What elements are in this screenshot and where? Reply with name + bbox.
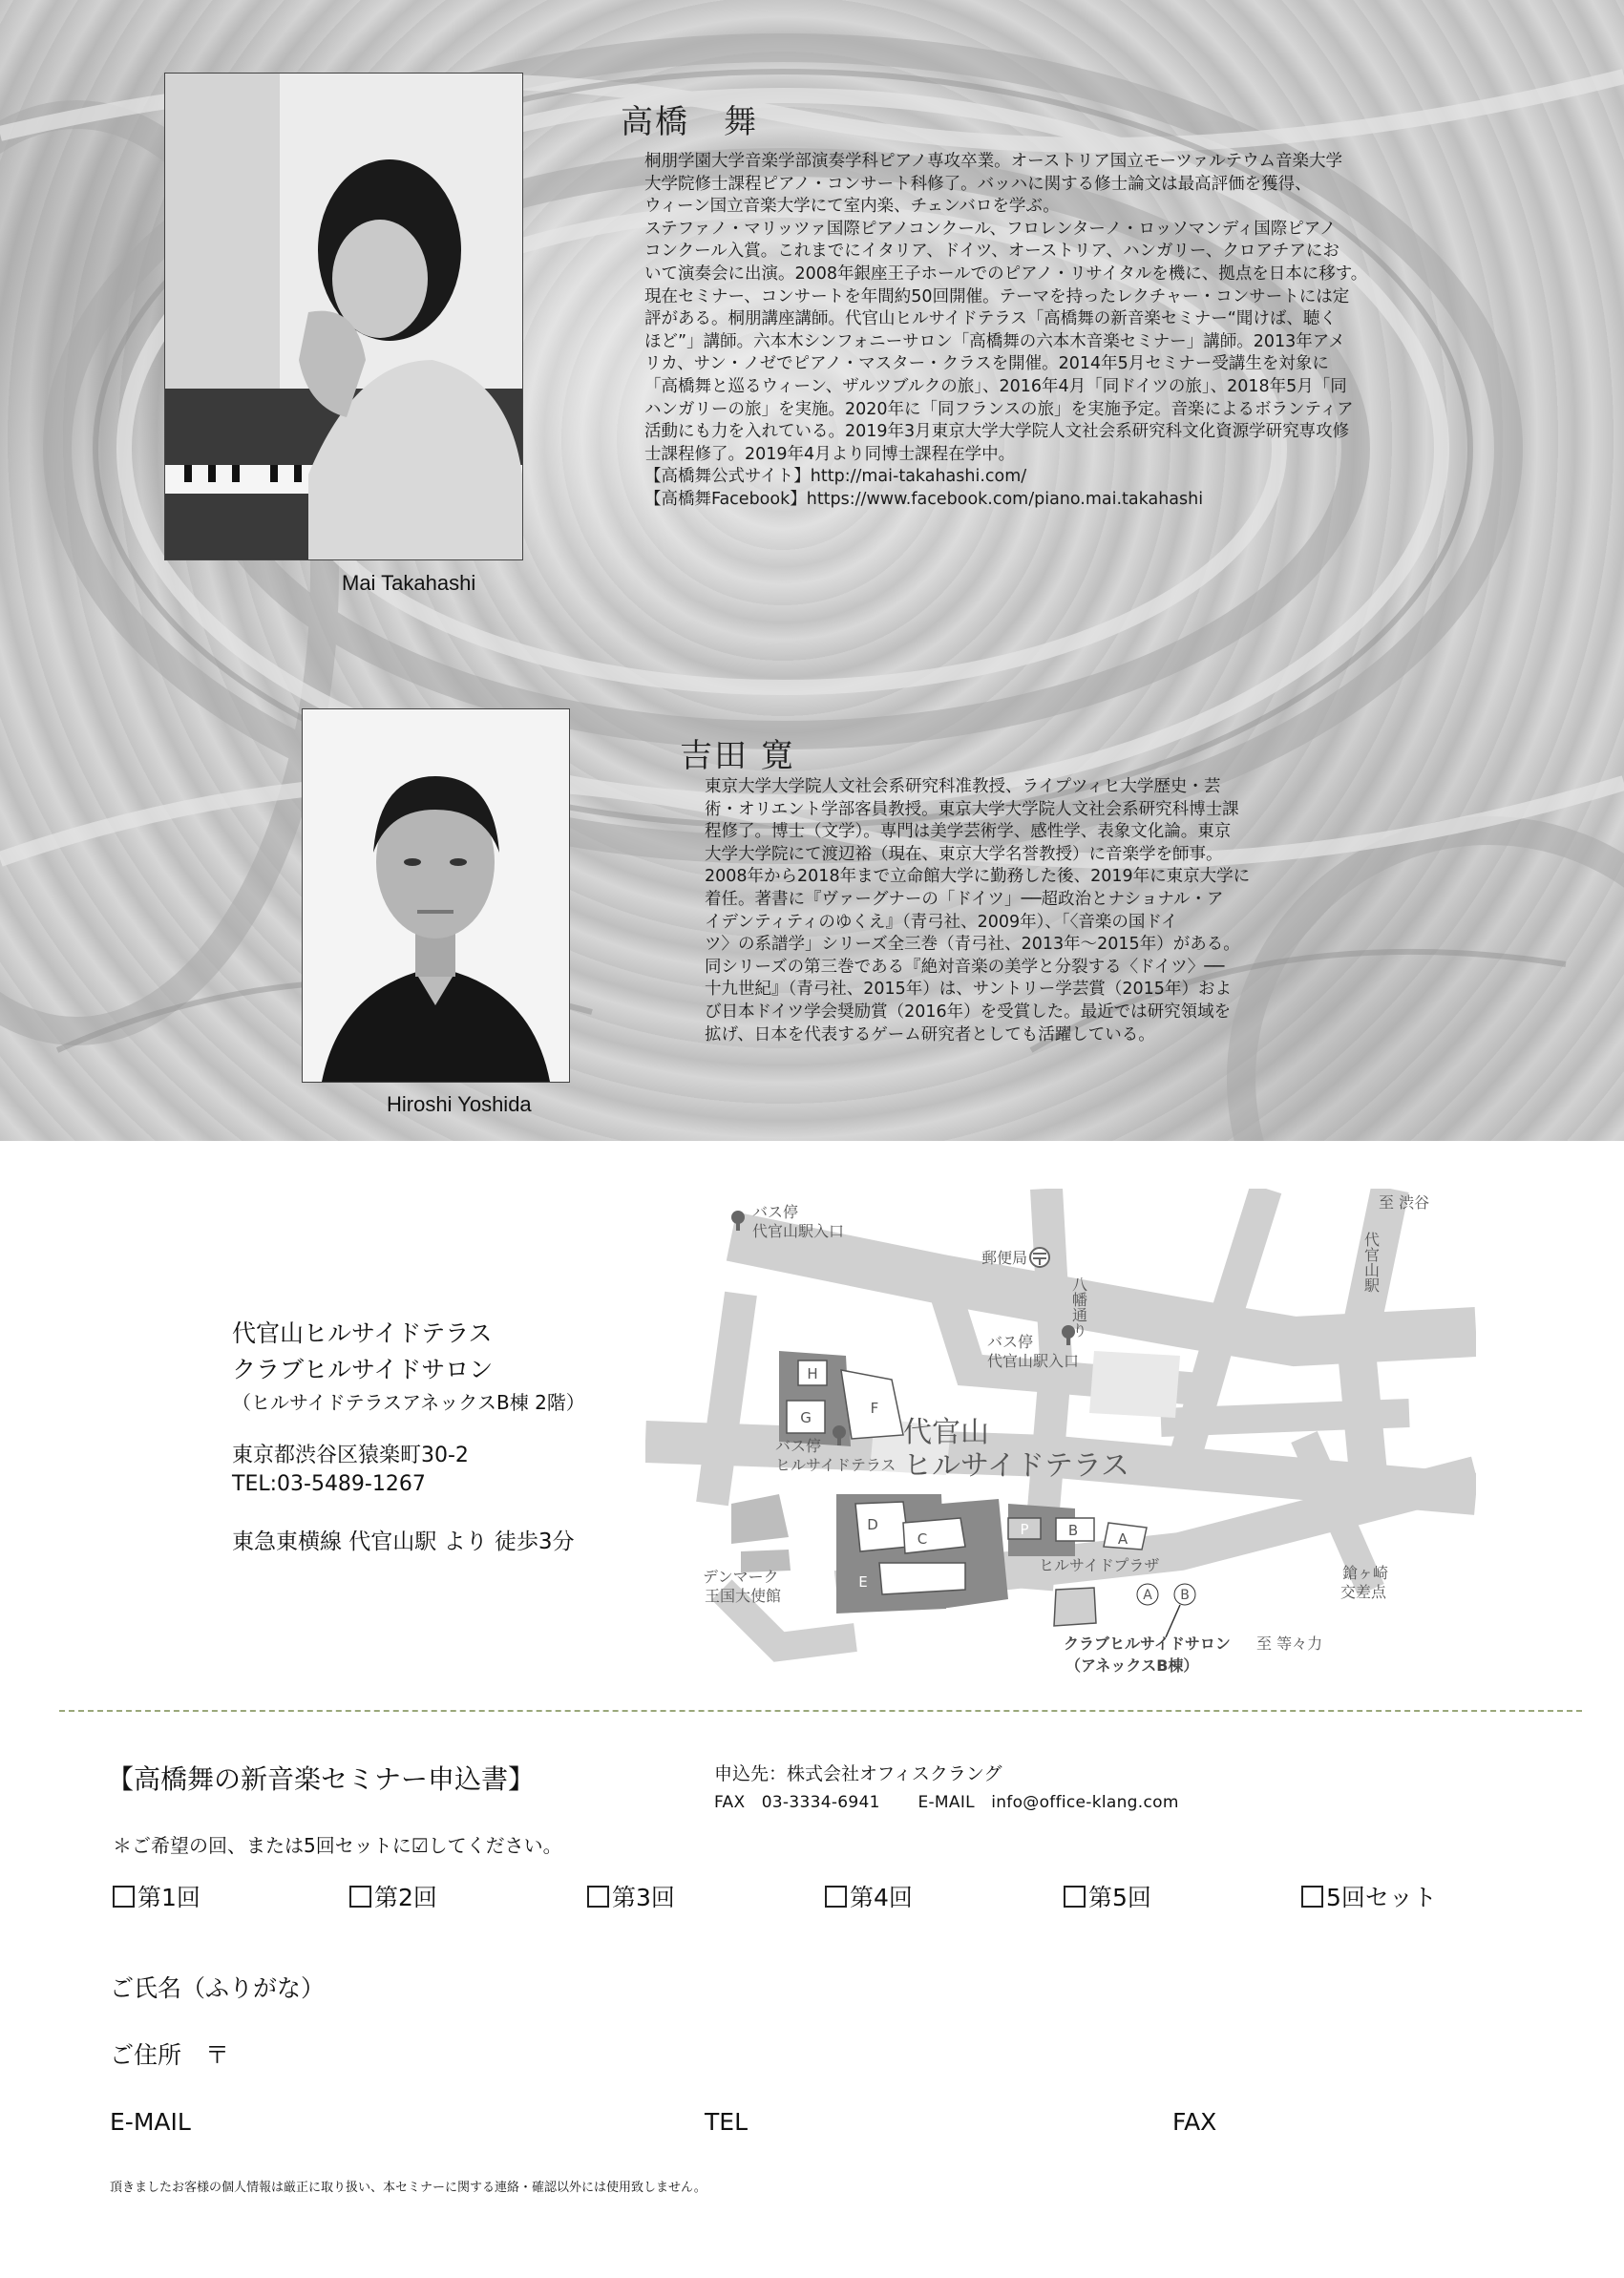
building-label: E [858,1573,868,1591]
option-label: 第4回 [850,1884,913,1911]
hiroshi-yoshida-name: 吉田 寛 [680,737,795,775]
contact-fax: FAX 03-3334-6941 [714,1793,880,1812]
hiroshi-yoshida-photo [302,708,570,1083]
map-kamagafuchi-1: 鎗ヶ崎 [1342,1564,1389,1582]
map-big-label-hillside: ヒルサイドテラス [903,1449,1129,1483]
option-label: 5回セット [1326,1884,1437,1911]
club-salon-marker [1137,1584,1195,1637]
map-station-entrance-label: 代官山駅入口 [752,1222,845,1240]
bio-line: 着任。著書に『ヴァーグナーの「ドイツ」──超政治とナショナル・ア [705,889,1224,909]
option-session-5[interactable] [1064,1879,1151,1913]
building-label: F [870,1400,879,1417]
bio-line: 大学院修士課程ピアノ・コンサート科修了。バッハに関する修士論文は最高評価を獲得、 [644,174,1312,194]
option-label: 第2回 [374,1884,437,1911]
map-club-salon-2: （アネックスB棟） [1065,1656,1199,1675]
bio-line: 東京大学大学院人文社会系研究科准教授、ライプツィヒ大学歴史・芸 [705,777,1221,796]
option-session-2[interactable] [349,1879,437,1913]
map-club-salon-1: クラブヒルサイドサロン [1064,1635,1231,1653]
checkbox-icon[interactable] [113,1886,135,1908]
option-session-3[interactable] [587,1879,675,1913]
map-hillside-stop-label: ヒルサイドテラス [775,1456,896,1474]
option-label: 第3回 [612,1884,675,1911]
map-to-shibuya: 至 渋谷 [1379,1193,1430,1212]
building-label: A [1117,1530,1128,1548]
building-label: G [800,1409,812,1426]
map-denmark-2: 王国大使館 [705,1587,782,1605]
map-denmark-1: デンマーク [703,1568,779,1586]
bio-line: び日本ドイツ学会奨励賞（2016年）を受賞した。最近では研究領域を [705,1002,1232,1022]
official-site-link[interactable]: 【高橋舞公式サイト】http://mai-takahashi.com/ [644,467,1027,487]
mai-takahashi-caption: Mai Takahashi [342,571,476,595]
mai-takahashi-name: 高橋 舞 [621,103,758,141]
bio-line: 活動にも力を入れている。2019年3月東京大学大学院人文社会系研究科文化資源学研究専攻修 [644,422,1350,442]
contact-info [714,1788,1212,1812]
mai-takahashi-photo [164,73,523,560]
bio-line: 程修了。博士（文学）。専門は美学芸術学、感性学、表象文化論。東京 [705,822,1232,842]
facebook-link[interactable]: 【高橋舞Facebook】https://www.facebook.com/piano.mai.takahashi [644,489,1204,509]
venue-access: 東急東横線 代官山駅 より 徒歩3分 [232,1529,575,1554]
venue-room: クラブヒルサイドサロン [232,1356,494,1383]
hiroshi-yoshida-bio [705,776,1392,1046]
bio-line: 2008年から2018年まで立命館大学に勤務した後、2019年に東京大学に [705,867,1251,887]
bio-line: 桐朋学園大学音楽学部演奏学科ピアノ専攻卒業。オーストリア国立モーツァルテウム音楽大学 [644,152,1342,171]
option-label: 第1回 [137,1884,200,1911]
checkbox-icon[interactable] [825,1886,847,1908]
bio-line: リカ、サン・ノゼでピアノ・マスター・クラスを開催。2014年5月セミナー受講生を対象に [644,354,1329,374]
address-field-label[interactable]: ご住所 〒 [110,2041,230,2069]
map-kamagafuchi-2: 交差点 [1340,1583,1387,1601]
bio-line: 術・オリエント学部客員教授。東京大学大学院人文社会系研究科博士課 [705,799,1239,819]
venue-building: （ヒルサイドテラスアネックスB棟 2階） [232,1391,585,1414]
bio-line: ツ〉の系譜学」シリーズ全三巻（青弓社、2013年〜2015年）がある。 [705,935,1240,955]
bio-line: 大学大学院にて渡辺裕（現在、東京大学名誉教授）に音楽学を師事。 [705,844,1223,864]
cut-line-divider [59,1710,1582,1712]
building-label: C [917,1530,928,1548]
bio-line: 同シリーズの第三巻である『絶対音楽の美学と分裂する〈ドイツ〉── [705,957,1225,977]
form-title: 【高橋舞の新音楽セミナー申込書】 [107,1763,536,1795]
bio-line: ステファノ・マリッツァ国際ピアノコンクール、フロレンターノ・ロッソマンディ国際ピアノ [644,219,1337,239]
bio-line: ほど”」講師。六本木シンフォニーサロン「高橋舞の六本木音楽セミナー」講師。2013年アメ [644,331,1345,351]
fax-field-label[interactable]: FAX [1172,2108,1217,2136]
bio-line: いて演奏会に出演。2008年銀座王子ホールでのピアノ・リサイタルを機に、拠点を日本に移す。 [644,264,1368,284]
building-label: P [1020,1521,1029,1538]
bio-line: コンクール入賞。これまでにイタリア、ドイツ、オーストリア、ハンガリー、クロアチアにお [644,242,1339,262]
map-hillside-plaza: ヒルサイドプラザ [1039,1556,1160,1574]
bio-line: 拡げ、日本を代表するゲーム研究者としても活躍している。 [705,1024,1155,1044]
form-note: ＊ご希望の回、または5回セットに☑してください。 [113,1834,562,1857]
building-label: B [1180,1588,1190,1603]
map-to-todoroki: 至 等々力 [1256,1635,1323,1653]
checkbox-icon[interactable] [1301,1886,1323,1908]
venue-address: 東京都渋谷区猿楽町30-2 [232,1444,469,1467]
venue-info [232,1316,585,1560]
map-daikanyama-station: 代官山駅 [1361,1232,1381,1293]
email-field-label[interactable]: E-MAIL [110,2108,191,2136]
option-session-4[interactable] [825,1879,913,1913]
map-station-entrance-label: 代官山駅入口 [987,1352,1080,1370]
option-5-session-set[interactable] [1301,1879,1437,1913]
map-bus-stop-label: バス停 [775,1437,822,1455]
bio-line: 十九世紀』（青弓社、2015年）は、サントリー学芸賞（2015年）およ [705,980,1232,1000]
map-bus-stop-label: バス停 [752,1203,799,1221]
map-big-label-daikanyama: 代官山 [903,1416,989,1449]
building-label: B [1067,1522,1079,1539]
bio-line: 士課程修了。2019年4月より同博士課程在学中。 [644,444,1016,464]
option-session-1[interactable] [113,1879,200,1913]
bio-line: 現在セミナー、コンサートを年間約50回開催。テーマを持ったレクチャー・コンサートには定 [644,286,1350,306]
privacy-notice: 頂きましたお客様の個人情報は厳正に取り扱い、本セミナーに関する連絡・確認以外には使用致しません。 [110,2181,707,2195]
building-label: A [1143,1588,1152,1603]
venue-name: 代官山ヒルサイドテラス [232,1319,493,1347]
bio-line: 「高橋舞と巡るウィーン、ザルツブルクの旅」、2016年4月「同ドイツの旅」、2018年5月「同 [644,376,1347,396]
building-label: H [807,1365,818,1382]
contact-email[interactable]: E-MAIL info@office-klang.com [917,1793,1179,1812]
mai-takahashi-bio [644,151,1504,512]
checkbox-icon[interactable] [1064,1886,1086,1908]
building-label: D [867,1516,878,1533]
bio-line: 評がある。桐朋講座講師。代官山ヒルサイドテラス「高橋舞の新音楽セミナー“聞けば、聴く [644,309,1337,329]
checkbox-icon[interactable] [349,1886,371,1908]
checkbox-icon[interactable] [587,1886,609,1908]
hiroshi-yoshida-caption: Hiroshi Yoshida [387,1092,532,1116]
tel-field-label[interactable]: TEL [705,2108,748,2136]
bio-line: ウィーン国立音楽大学にて室内楽、チェンバロを学ぶ。 [644,197,1060,217]
map-hachiman-dori: 八幡通り [1069,1276,1088,1338]
bio-line: イデンティティのゆくえ』（青弓社、2009年）、「〈音楽の国ドイ [705,912,1178,932]
apply-to: 申込先：株式会社オフィスクラング [714,1763,1002,1784]
access-map [645,1189,1476,1690]
bio-line: ハンガリーの旅」を実施。2020年に「同フランスの旅」を実施予定。音楽によるボランティア [644,399,1354,419]
map-post-office: 郵便局 [981,1249,1028,1267]
post-office-icon [1030,1248,1049,1267]
venue-tel: TEL:03-5489-1267 [232,1472,426,1496]
map-bus-stop-label: バス停 [987,1333,1034,1351]
option-label: 第5回 [1088,1884,1151,1911]
name-field-label[interactable]: ご氏名（ふりがな） [110,1974,326,2002]
